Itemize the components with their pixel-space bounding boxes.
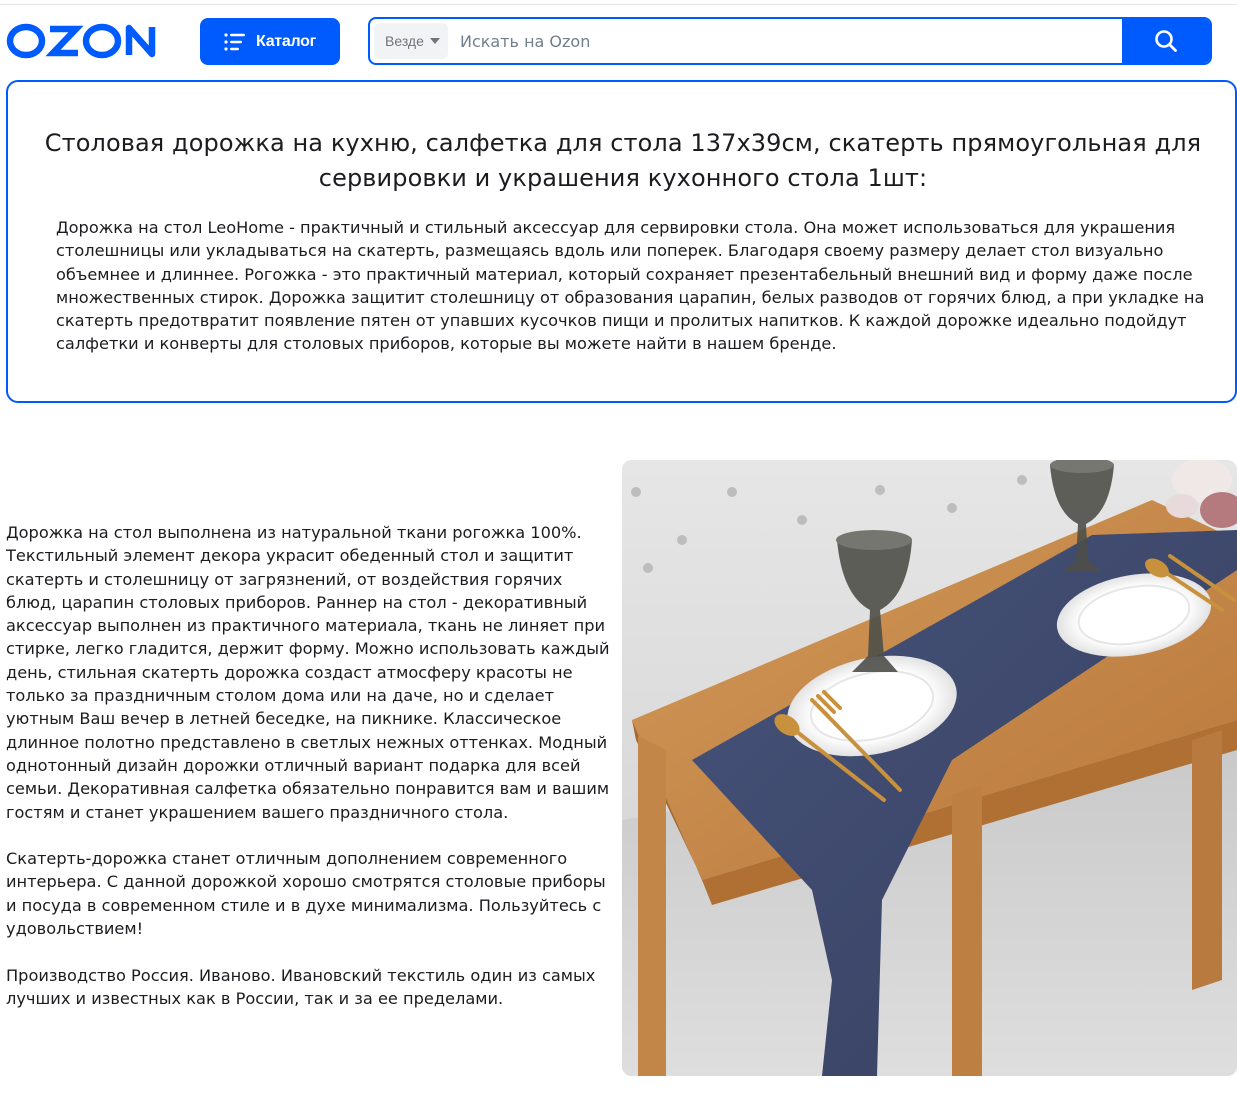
intro-description: Дорожка на стол LeoHome - практичный и стильный аксессуар для сервировки стола. Она может использоваться для украшения столешницы или укладываться на скатерть, размещаясь вдоль или поперек. Благодаря своему размеру делает стол визуально объемнее и длиннее. Рогожка - это практичный материал, который сохраняет презентабельный внешний вид и форму даже после множественных стирок. Дорожка защитит столешницу от образования царапин, белых разводов от горячих блюд, а при укладке на скатерть предотвратит появление пятен от упавших кусочков пищи и пролитых напитков. К каждой дорожке идеально подойдут салфетки и конверты для столовых приборов, которые вы можете найти в нашем бренде. [56,218,1205,354]
caret-down-icon [430,38,440,44]
intro-card [6,80,1237,403]
catalog-button[interactable] [200,18,340,65]
search-icon [1154,29,1178,53]
top-border [0,0,1237,5]
product-title: Столовая дорожка на кухню, салфетка для стола 137х39см, скатерть прямоугольная для сервировки и украшения кухонного стола 1шт: [44,129,1202,192]
search-button[interactable] [1122,19,1210,63]
table-runner-illustration [622,460,1237,1076]
ozon-logo-mark [6,18,158,64]
description-paragraph: Производство Россия. Иваново. Ивановский текстиль один из самых лучших и известных как в России, так и за ее пределами. [6,965,596,1008]
product-photo [622,460,1237,1076]
search-scope-select[interactable] [374,23,448,59]
menu-lines-icon [224,33,246,51]
product-description [6,521,611,1034]
search-bar [368,17,1212,65]
ozon-logo[interactable] [6,18,158,64]
description-paragraph: Дорожка на стол выполнена из натуральной ткани рогожка 100%. Текстильный элемент декора украсит обеденный стол и защитит скатерть и столешницу от загрязнений, от воздействия горячих блюд, царапин столовых приборов. Раннер на стол - декоративный аксессуар выполнен из практичного материала, ткань не линяет при стирке, легко гладится, держит форму. Можно использовать каждый день, стильная скатерть дорожка создаст атмосферу красоты не только за праздничным столом дома или на даче, но и сделает уютным Ваш вечер в летней беседке, на пикнике. Классическое длинное полотно представлено в светлых нежных оттенках. Модный однотонный дизайн дорожки отличный вариант подарка для всей семьи. Декоративная салфетка обязательно понравится вам и вашим гостям и станет украшением вашего праздничного стола. [6,523,610,822]
catalog-label: Каталог [256,32,316,50]
search-input[interactable] [452,23,1122,59]
description-paragraph: Скатерть-дорожка станет отличным дополнением современного интерьера. С данной дорожкой хорошо смотрятся столовые приборы и посуда в современном стиле и в духе минимализма. Пользуйтесь с удовольствием! [6,849,606,939]
search-scope-label: Везде [385,33,424,49]
